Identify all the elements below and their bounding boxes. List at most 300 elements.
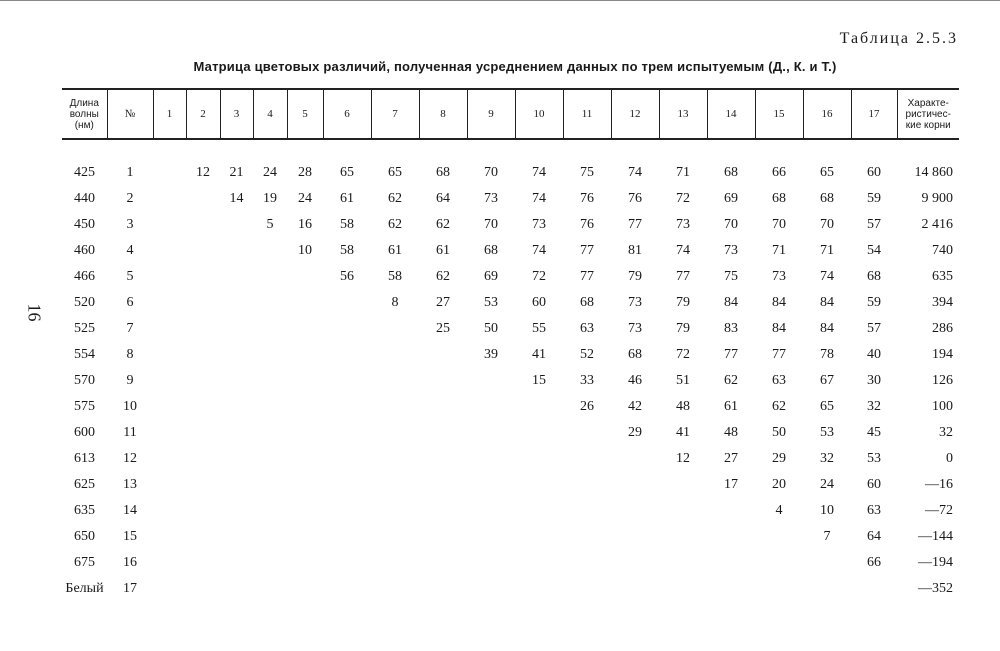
- matrix-cell: 62: [388, 217, 402, 232]
- matrix-cell: 54: [867, 243, 881, 258]
- matrix-cell: 69: [484, 269, 498, 284]
- matrix-cell: 26: [580, 399, 594, 414]
- matrix-cell: [153, 264, 186, 290]
- matrix-cell: [287, 316, 323, 342]
- matrix-cell: [515, 498, 563, 524]
- characteristic-root-cell: 194: [932, 347, 953, 362]
- matrix-cell: 73: [484, 191, 498, 206]
- matrix-cell: [186, 420, 220, 446]
- row-number-cell: 3: [126, 217, 134, 232]
- matrix-cell: 41: [676, 425, 690, 440]
- matrix-cell: [153, 472, 186, 498]
- matrix-cell: [515, 550, 563, 576]
- matrix-cell: [253, 394, 287, 420]
- matrix-cell: [287, 472, 323, 498]
- table-row: [62, 264, 959, 290]
- header-number: №: [107, 89, 153, 139]
- matrix-cell: 52: [580, 347, 594, 362]
- matrix-cell: [220, 420, 253, 446]
- matrix-cell: 55: [532, 321, 546, 336]
- matrix-cell: [419, 576, 467, 602]
- matrix-cell: [287, 264, 323, 290]
- matrix-cell: 76: [580, 191, 594, 206]
- matrix-cell: 72: [532, 269, 546, 284]
- matrix-cell: [323, 342, 371, 368]
- matrix-cell: [153, 290, 186, 316]
- matrix-cell: 24: [298, 191, 312, 206]
- matrix-cell: [153, 550, 186, 576]
- matrix-cell: 72: [676, 191, 690, 206]
- matrix-cell: 73: [628, 321, 642, 336]
- matrix-cell: 20: [772, 477, 786, 492]
- matrix-cell: [467, 498, 515, 524]
- header-col-2: 2: [186, 89, 220, 139]
- matrix-cell: 62: [724, 373, 738, 388]
- matrix-cell: 62: [436, 269, 450, 284]
- wavelength-cell: 554: [74, 347, 95, 362]
- matrix-cell: 75: [724, 269, 738, 284]
- matrix-cell: 62: [436, 217, 450, 232]
- matrix-cell: [515, 420, 563, 446]
- matrix-cell: 73: [772, 269, 786, 284]
- matrix-cell: [323, 472, 371, 498]
- matrix-cell: [371, 576, 419, 602]
- matrix-cell: [611, 472, 659, 498]
- wavelength-cell: 520: [74, 295, 95, 310]
- header-col-8: 8: [419, 89, 467, 139]
- matrix-cell: [371, 524, 419, 550]
- matrix-cell: [467, 368, 515, 394]
- page-number: 16: [24, 303, 45, 322]
- matrix-cell: 68: [867, 269, 881, 284]
- matrix-cell: 32: [820, 451, 834, 466]
- matrix-cell: [323, 576, 371, 602]
- matrix-cell: 24: [263, 165, 277, 180]
- matrix-cell: [220, 290, 253, 316]
- matrix-cell: 79: [676, 295, 690, 310]
- matrix-cell: 64: [436, 191, 450, 206]
- matrix-cell: 84: [724, 295, 738, 310]
- matrix-cell: [323, 524, 371, 550]
- matrix-cell: 60: [532, 295, 546, 310]
- matrix-cell: [186, 550, 220, 576]
- matrix-cell: [153, 576, 186, 602]
- matrix-cell: 63: [867, 503, 881, 518]
- matrix-cell: 59: [867, 191, 881, 206]
- matrix-cell: [371, 420, 419, 446]
- matrix-cell: 61: [436, 243, 450, 258]
- characteristic-root-cell: —72: [925, 503, 953, 518]
- matrix-cell: 65: [820, 165, 834, 180]
- matrix-cell: 16: [298, 217, 312, 232]
- table-row: [62, 576, 959, 602]
- matrix-cell: 57: [867, 217, 881, 232]
- matrix-cell: [220, 576, 253, 602]
- matrix-cell: [707, 498, 755, 524]
- matrix-cell: 46: [628, 373, 642, 388]
- matrix-cell: 15: [532, 373, 546, 388]
- matrix-cell: [253, 498, 287, 524]
- matrix-cell: [220, 524, 253, 550]
- matrix-cell: [515, 446, 563, 472]
- characteristic-root-cell: 126: [932, 373, 953, 388]
- header-col-15: 15: [755, 89, 803, 139]
- matrix-cell: [220, 342, 253, 368]
- matrix-cell: 53: [867, 451, 881, 466]
- matrix-cell: 10: [298, 243, 312, 258]
- matrix-cell: 84: [820, 295, 834, 310]
- matrix-cell: [419, 498, 467, 524]
- matrix-cell: [755, 550, 803, 576]
- header-col-5: 5: [287, 89, 323, 139]
- matrix-cell: [186, 576, 220, 602]
- matrix-cell: [419, 394, 467, 420]
- matrix-cell: [563, 446, 611, 472]
- matrix-cell: 74: [532, 165, 546, 180]
- matrix-cell: [253, 576, 287, 602]
- matrix-cell: [371, 342, 419, 368]
- matrix-cell: 12: [196, 165, 210, 180]
- matrix-cell: [515, 394, 563, 420]
- matrix-cell: [253, 368, 287, 394]
- wavelength-cell: 440: [74, 191, 95, 206]
- matrix-cell: [419, 420, 467, 446]
- row-number-cell: 14: [123, 503, 137, 518]
- matrix-cell: [220, 394, 253, 420]
- table-row: [62, 160, 959, 186]
- header-col-7: 7: [371, 89, 419, 139]
- matrix-cell: 74: [820, 269, 834, 284]
- matrix-cell: 17: [724, 477, 738, 492]
- matrix-cell: 70: [724, 217, 738, 232]
- header-col-13: 13: [659, 89, 707, 139]
- matrix-cell: 5: [266, 217, 274, 232]
- matrix-cell: [563, 550, 611, 576]
- matrix-cell: [253, 316, 287, 342]
- matrix-cell: [467, 524, 515, 550]
- matrix-cell: 60: [867, 165, 881, 180]
- matrix-cell: 78: [820, 347, 834, 362]
- matrix-cell: [323, 316, 371, 342]
- matrix-cell: 77: [772, 347, 786, 362]
- matrix-cell: [253, 342, 287, 368]
- header-col-9: 9: [467, 89, 515, 139]
- matrix-cell: [153, 524, 186, 550]
- matrix-cell: 41: [532, 347, 546, 362]
- header-col-14: 14: [707, 89, 755, 139]
- matrix-cell: [563, 576, 611, 602]
- table-row: [62, 212, 959, 238]
- row-number-cell: 10: [123, 399, 137, 414]
- matrix-cell: [419, 524, 467, 550]
- matrix-cell: [287, 524, 323, 550]
- characteristic-root-cell: 740: [932, 243, 953, 258]
- matrix-cell: [186, 394, 220, 420]
- matrix-cell: 77: [676, 269, 690, 284]
- matrix-cell: 33: [580, 373, 594, 388]
- matrix-cell: 27: [724, 451, 738, 466]
- table-row: [62, 186, 959, 212]
- matrix-cell: 70: [484, 165, 498, 180]
- matrix-cell: [563, 498, 611, 524]
- matrix-cell: 74: [532, 243, 546, 258]
- matrix-cell: 73: [724, 243, 738, 258]
- matrix-cell: [153, 316, 186, 342]
- matrix-cell: [186, 316, 220, 342]
- matrix-cell: 60: [867, 477, 881, 492]
- matrix-cell: 24: [820, 477, 834, 492]
- wavelength-cell: 600: [74, 425, 95, 440]
- matrix-cell: [659, 472, 707, 498]
- matrix-cell: 68: [628, 347, 642, 362]
- matrix-cell: 10: [820, 503, 834, 518]
- matrix-cell: 65: [388, 165, 402, 180]
- matrix-cell: [371, 368, 419, 394]
- matrix-cell: [851, 576, 897, 602]
- matrix-cell: [153, 186, 186, 212]
- matrix-cell: 73: [676, 217, 690, 232]
- matrix-cell: [323, 420, 371, 446]
- matrix-cell: 71: [772, 243, 786, 258]
- matrix-cell: [253, 550, 287, 576]
- matrix-cell: 4: [775, 503, 783, 518]
- matrix-cell: [323, 550, 371, 576]
- matrix-cell: [220, 550, 253, 576]
- wavelength-cell: 675: [74, 555, 95, 570]
- matrix-cell: [803, 550, 851, 576]
- matrix-cell: [323, 394, 371, 420]
- matrix-cell: 70: [772, 217, 786, 232]
- matrix-cell: 77: [580, 269, 594, 284]
- matrix-cell: 57: [867, 321, 881, 336]
- matrix-cell: [419, 550, 467, 576]
- matrix-cell: [253, 264, 287, 290]
- row-number-cell: 11: [123, 425, 137, 440]
- table-row: [62, 238, 959, 264]
- matrix-cell: 51: [676, 373, 690, 388]
- matrix-cell: [287, 394, 323, 420]
- matrix-cell: [707, 524, 755, 550]
- row-number-cell: 6: [126, 295, 134, 310]
- table-row: [62, 550, 959, 576]
- matrix-cell: 76: [628, 191, 642, 206]
- matrix-cell: [253, 290, 287, 316]
- matrix-cell: 45: [867, 425, 881, 440]
- matrix-cell: 68: [436, 165, 450, 180]
- matrix-cell: [186, 264, 220, 290]
- matrix-cell: 77: [628, 217, 642, 232]
- matrix-cell: 73: [532, 217, 546, 232]
- matrix-cell: 7: [823, 529, 831, 544]
- matrix-cell: [186, 342, 220, 368]
- table-row: [62, 472, 959, 498]
- matrix-cell: 68: [580, 295, 594, 310]
- matrix-cell: [287, 420, 323, 446]
- matrix-cell: 40: [867, 347, 881, 362]
- matrix-cell: 21: [229, 165, 244, 180]
- matrix-cell: [186, 186, 220, 212]
- matrix-cell: 72: [676, 347, 690, 362]
- matrix-cell: [253, 446, 287, 472]
- matrix-cell: 28: [298, 165, 312, 180]
- matrix-cell: [611, 524, 659, 550]
- table-row: [62, 316, 959, 342]
- matrix-cell: [186, 524, 220, 550]
- characteristic-root-cell: —16: [925, 477, 953, 492]
- matrix-cell: 14: [229, 191, 244, 206]
- matrix-cell: 66: [867, 555, 881, 570]
- matrix-cell: 32: [867, 399, 881, 414]
- matrix-cell: [323, 368, 371, 394]
- matrix-cell: [186, 446, 220, 472]
- matrix-cell: 48: [676, 399, 690, 414]
- row-number-cell: 2: [126, 191, 134, 206]
- wavelength-cell: 613: [74, 451, 95, 466]
- matrix-cell: [419, 368, 467, 394]
- matrix-cell: [253, 420, 287, 446]
- matrix-cell: 74: [532, 191, 546, 206]
- matrix-cell: 39: [484, 347, 498, 362]
- matrix-cell: 58: [388, 269, 402, 284]
- matrix-cell: 74: [628, 165, 642, 180]
- characteristic-root-cell: 0: [946, 451, 953, 466]
- wavelength-cell: 450: [74, 217, 95, 232]
- matrix-cell: 64: [867, 529, 881, 544]
- matrix-cell: [467, 550, 515, 576]
- row-number-cell: 13: [123, 477, 137, 492]
- matrix-cell: [153, 212, 186, 238]
- matrix-cell: 48: [724, 425, 738, 440]
- wavelength-cell: 525: [74, 321, 95, 336]
- matrix-cell: 29: [628, 425, 642, 440]
- matrix-cell: [220, 238, 253, 264]
- matrix-cell: 79: [676, 321, 690, 336]
- matrix-cell: 53: [484, 295, 498, 310]
- matrix-cell: [220, 316, 253, 342]
- characteristic-root-cell: 14 860: [914, 165, 953, 180]
- matrix-cell: [419, 446, 467, 472]
- matrix-cell: 27: [436, 295, 450, 310]
- matrix-cell: [515, 576, 563, 602]
- matrix-cell: [659, 524, 707, 550]
- header-col-11: 11: [563, 89, 611, 139]
- characteristic-root-cell: 635: [932, 269, 953, 284]
- matrix-cell: [467, 446, 515, 472]
- matrix-cell: 77: [724, 347, 738, 362]
- matrix-cell: 69: [724, 191, 738, 206]
- matrix-cell: [153, 394, 186, 420]
- matrix-cell: [611, 446, 659, 472]
- matrix-cell: 75: [580, 165, 594, 180]
- characteristic-root-cell: —352: [918, 581, 953, 596]
- matrix-cell: 19: [263, 191, 277, 206]
- matrix-cell: 8: [391, 295, 399, 310]
- matrix-cell: [803, 576, 851, 602]
- spacer-row: [62, 139, 959, 160]
- matrix-cell: [659, 498, 707, 524]
- wavelength-cell: 575: [74, 399, 95, 414]
- matrix-cell: 68: [772, 191, 786, 206]
- matrix-cell: [563, 524, 611, 550]
- matrix-cell: 83: [724, 321, 738, 336]
- header-col-3: 3: [220, 89, 253, 139]
- matrix-cell: [186, 498, 220, 524]
- wavelength-cell: 425: [74, 165, 95, 180]
- matrix-cell: [611, 498, 659, 524]
- table-row: [62, 446, 959, 472]
- matrix-cell: 50: [772, 425, 786, 440]
- matrix-cell: [371, 498, 419, 524]
- matrix-cell: 42: [628, 399, 642, 414]
- matrix-cell: [153, 498, 186, 524]
- matrix-cell: [515, 524, 563, 550]
- matrix-cell: [515, 472, 563, 498]
- matrix-cell: 65: [340, 165, 354, 180]
- matrix-cell: [253, 524, 287, 550]
- matrix-cell: [287, 342, 323, 368]
- row-number-cell: 9: [126, 373, 134, 388]
- row-number-cell: 7: [126, 321, 134, 336]
- header-col-16: 16: [803, 89, 851, 139]
- matrix-cell: [755, 576, 803, 602]
- matrix-cell: 70: [820, 217, 834, 232]
- matrix-cell: 63: [580, 321, 594, 336]
- matrix-cell: [371, 472, 419, 498]
- matrix-cell: 84: [772, 321, 786, 336]
- matrix-cell: [153, 420, 186, 446]
- matrix-cell: [287, 550, 323, 576]
- matrix-cell: 61: [724, 399, 738, 414]
- matrix-cell: [153, 368, 186, 394]
- matrix-cell: 65: [820, 399, 834, 414]
- matrix-cell: [220, 264, 253, 290]
- characteristic-root-cell: 394: [932, 295, 953, 310]
- matrix-cell: 62: [772, 399, 786, 414]
- matrix-cell: 58: [340, 243, 354, 258]
- matrix-cell: [371, 550, 419, 576]
- row-number-cell: 5: [126, 269, 134, 284]
- matrix-cell: [220, 212, 253, 238]
- matrix-cell: 68: [484, 243, 498, 258]
- matrix-cell: [755, 524, 803, 550]
- page-edge: [0, 0, 1000, 1]
- table-row: [62, 420, 959, 446]
- characteristic-root-cell: 9 900: [921, 191, 953, 206]
- header-col-12: 12: [611, 89, 659, 139]
- header-col-10: 10: [515, 89, 563, 139]
- header-wavelength: Длина волны (нм): [62, 89, 107, 139]
- matrix-cell: 30: [867, 373, 881, 388]
- matrix-cell: 84: [820, 321, 834, 336]
- matrix-cell: 66: [772, 165, 786, 180]
- table-label: Таблица 2.5.3: [839, 30, 958, 47]
- matrix-cell: 58: [340, 217, 354, 232]
- matrix-cell: 68: [820, 191, 834, 206]
- table-row: [62, 394, 959, 420]
- matrix-cell: 84: [772, 295, 786, 310]
- matrix-cell: [659, 576, 707, 602]
- characteristic-root-cell: —144: [918, 529, 953, 544]
- wavelength-cell: 570: [74, 373, 95, 388]
- wavelength-cell: 625: [74, 477, 95, 492]
- matrix-cell: 81: [628, 243, 642, 258]
- row-number-cell: 4: [126, 243, 134, 258]
- matrix-cell: [287, 290, 323, 316]
- matrix-cell: [220, 368, 253, 394]
- matrix-cell: [153, 342, 186, 368]
- table-row: [62, 524, 959, 550]
- matrix-cell: [153, 160, 186, 186]
